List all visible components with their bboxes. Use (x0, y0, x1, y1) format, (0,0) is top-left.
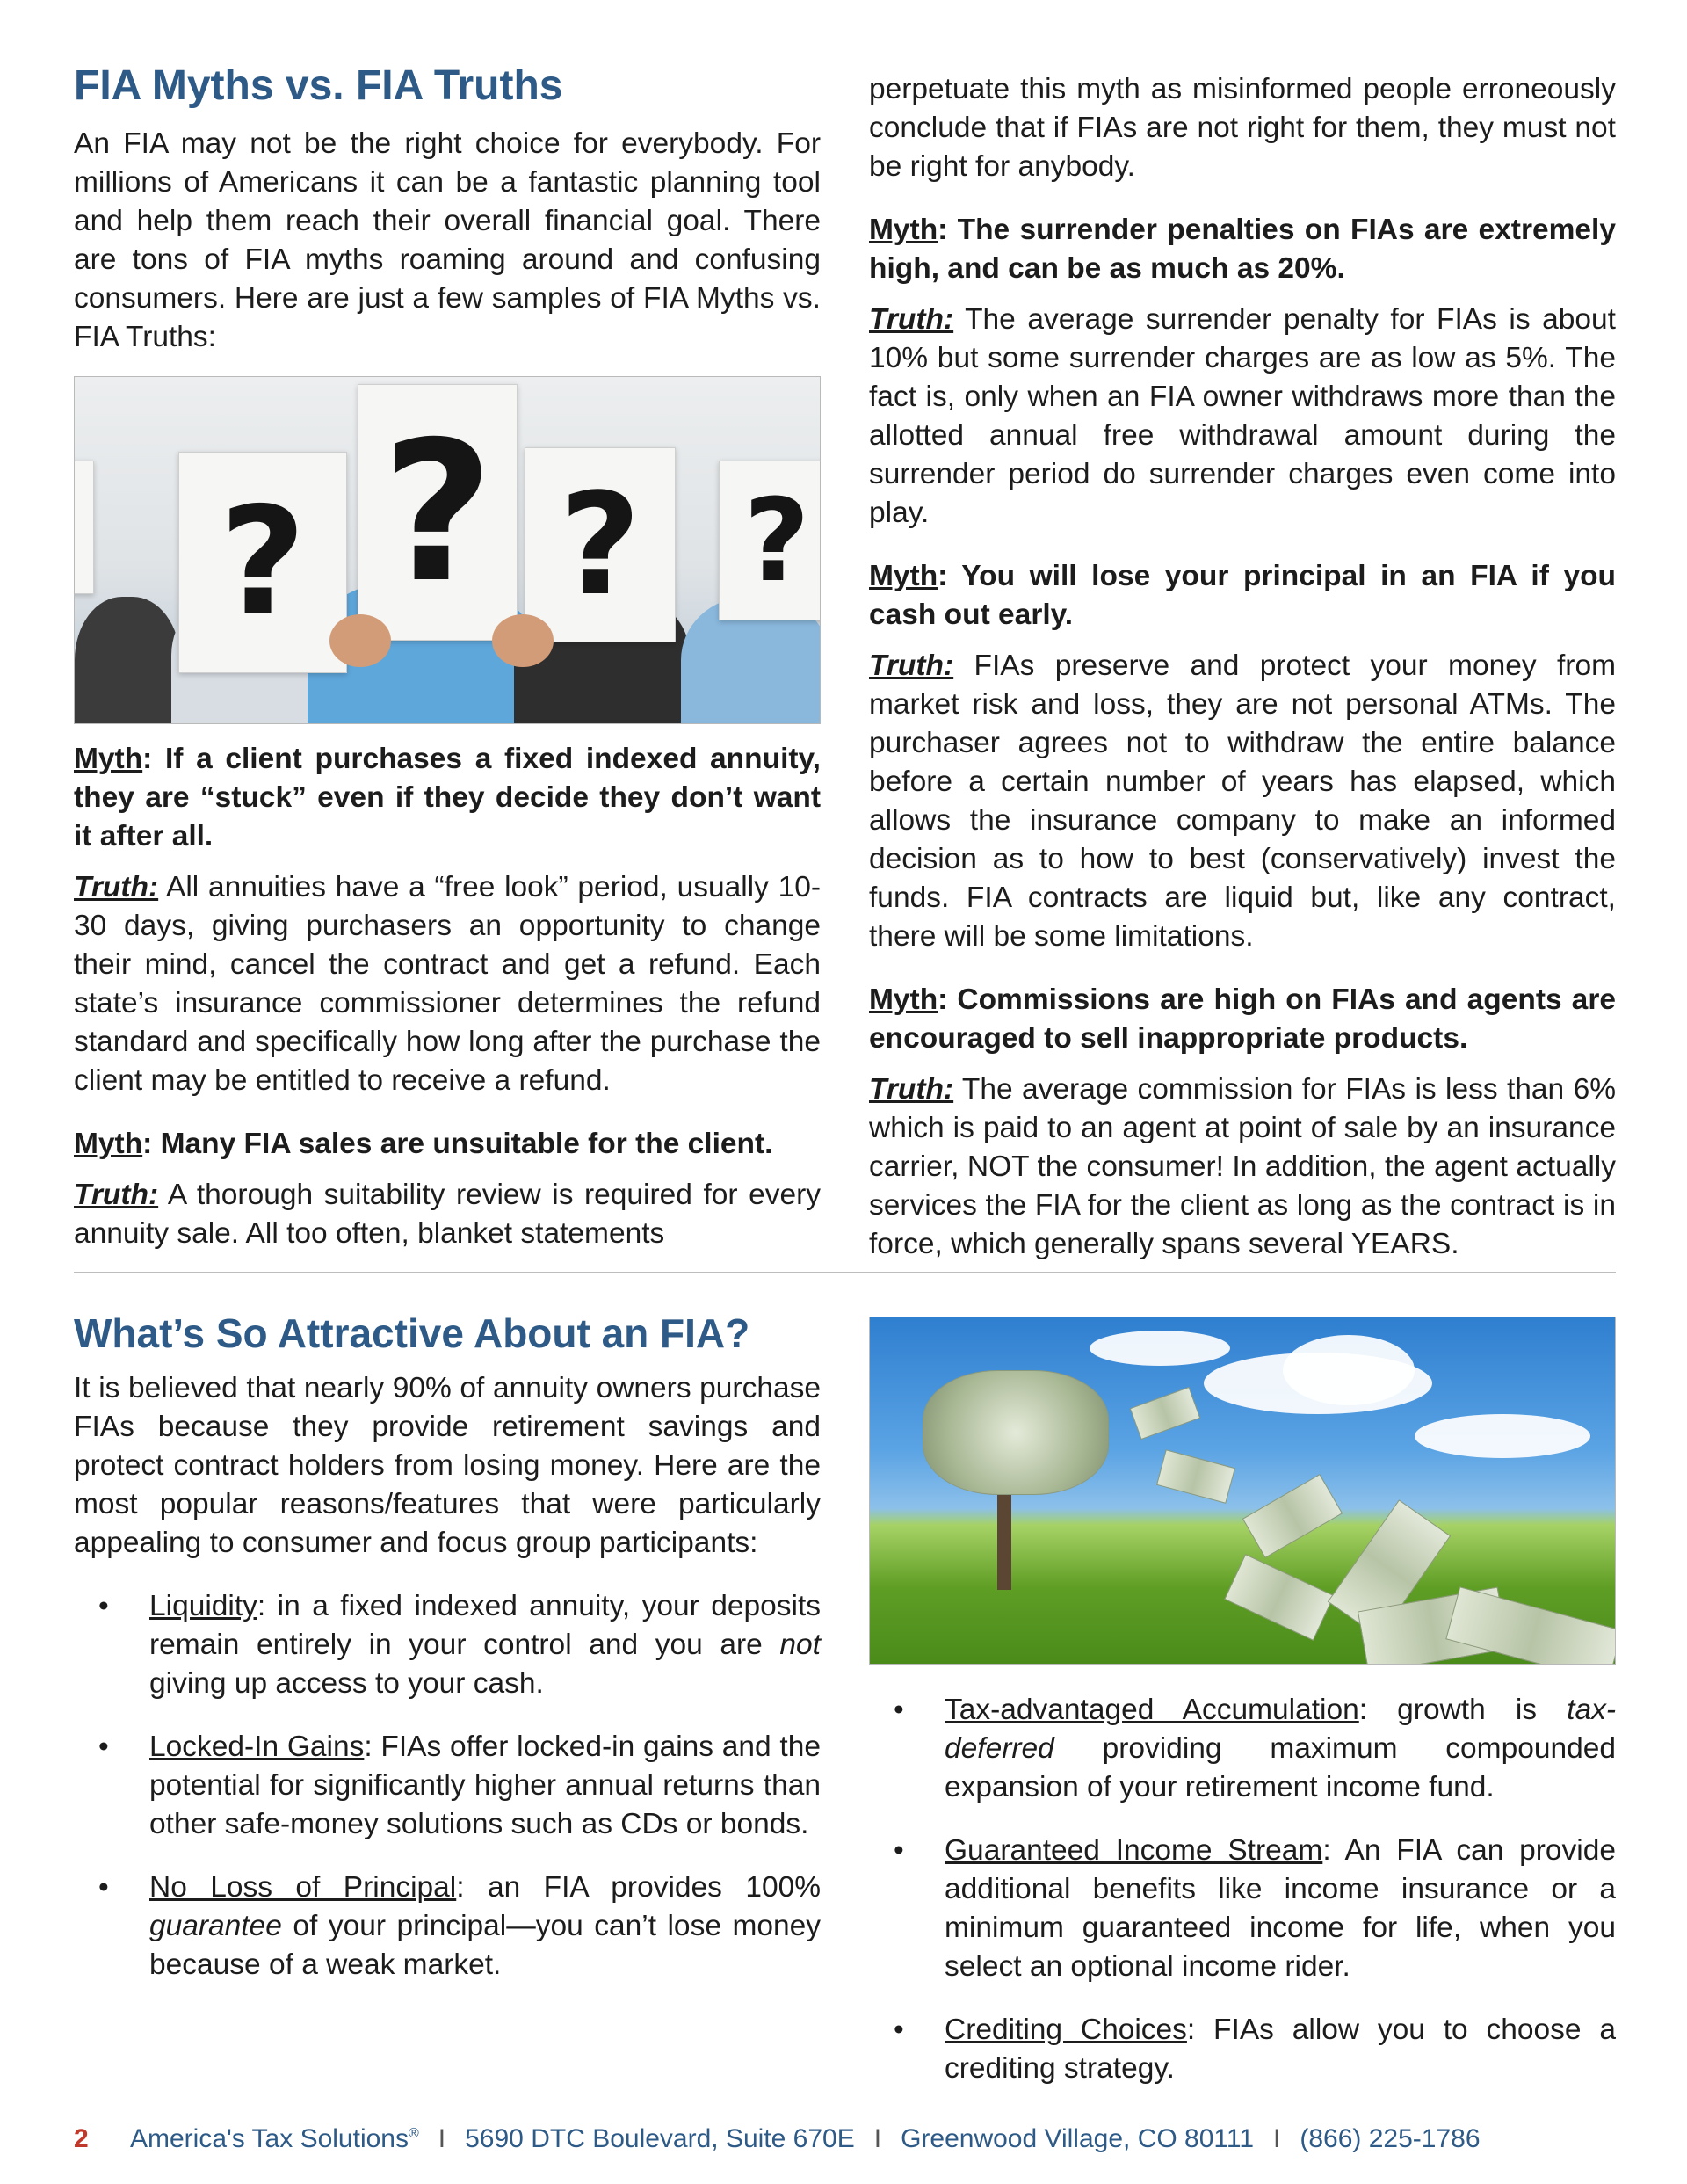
truth-3: Truth: The average surrender penalty for FIAs is about 10% but some surrender charges are as low as 5%. The fact is, only when an FIA owner withdraws more than the allotted annual free withdrawal amount during the surrender period do surrender charges even come into play. (869, 303, 1616, 529)
section-title-attractive: What’s So Attractive About an FIA? (74, 1310, 750, 1356)
feature-tax-advantaged: • Tax-advantaged Accumulation: growth is tax-deferred providing maximum compounded expansion of your retirement income fund. (894, 1694, 1616, 1803)
footer-separator: I (1273, 2124, 1281, 2153)
myth-5: Myth: Commissions are high on FIAs and agents are encouraged to sell inappropriate products. (869, 983, 1616, 1055)
page-footer (74, 2116, 1620, 2151)
feature-crediting-choices: • Crediting Choices: FIAs allow you to choose a crediting strategy. (894, 2013, 1616, 2085)
truth-2-continued: perpetuate this myth as misinformed people erroneously conclude that if FIAs are not right for them, they must not be right for anybody. (869, 73, 1616, 183)
footer-separator: I (438, 2124, 446, 2153)
myth-4: Myth: You will lose your principal in an FIA if you cash out early. (869, 560, 1616, 631)
myth-3: Myth: The surrender penalties on FIAs are extremely high, and can be as much as 20%. (869, 214, 1616, 285)
footer-separator: I (873, 2124, 882, 2153)
truth-2: Truth: A thorough suitability review is required for every annuity sale. All too often, blanket statements (74, 1179, 821, 1250)
footer-phone: (866) 225-1786 (1300, 2124, 1481, 2153)
truth-4: Truth: FIAs preserve and protect your money from market risk and loss, they are not personal ATMs. The purchaser agrees not to withdraw the entire balance before a certain number of years has elapsed, which allows the insurance company to make an informed decision as to how to best (conservatively) invest the funds. FIA contracts are liquid but, like any contract, there will be some limitations. (869, 649, 1616, 953)
page-number: 2 (74, 2124, 89, 2153)
attractive-intro: It is believed that nearly 90% of annuity owners purchase FIAs because they provide retirement savings and protect contract holders from losing money. Here are the most popular reasons/features that were particularly appealing to consumer and focus group participants: (74, 1372, 821, 1559)
left-column-bottom (74, 1308, 821, 1984)
feature-liquidity: • Liquidity: in a fixed indexed annuity, your deposits remain entirely in your control and you are not giving up access to your cash. (98, 1590, 821, 1700)
myth-2: Myth: Many FIA sales are unsuitable for the client. (74, 1128, 773, 1160)
feature-locked-in-gains: • Locked-In Gains: FIAs offer locked-in gains and the potential for significantly higher annual returns than other safe-money solutions such as CDs or bonds. (98, 1731, 821, 1840)
feature-guaranteed-income: • Guaranteed Income Stream: An FIA can provide additional benefits like income insurance or a minimum guaranteed income for life, when you select an optional income rider. (894, 1834, 1616, 1983)
feature-list-left (74, 1587, 821, 1984)
intro-paragraph: An FIA may not be the right choice for everybody. For millions of Americans it can be a fantastic planning tool and help them reach their overall financial goal. There are tons of FIA myths roaming around and confusing consumers. Here are just a few samples of FIA Myths vs. FIA Truths: (74, 127, 821, 353)
footer-company: America's Tax Solutions® (130, 2124, 419, 2153)
question-mark-card: ? (178, 452, 347, 673)
question-mark-card: ? (719, 461, 821, 620)
truth-5: Truth: The average commission for FIAs is less than 6% which is paid to an agent at point of sale by an insurance carrier, NOT the consumer! In addition, the agent actually services the FIA for the client as long as the contract is in force, which generally spans several YEARS. (869, 1073, 1616, 1260)
money-tree-photo (869, 1317, 1616, 1665)
question-marks-photo (74, 376, 821, 724)
left-column-top (74, 60, 821, 1253)
footer-city: Greenwood Village, CO 80111 (901, 2124, 1255, 2153)
feature-no-loss-of-principal: • No Loss of Principal: an FIA provides 100% guarantee of your principal—you can’t lose money because of a weak market. (98, 1871, 822, 1981)
right-column-bottom (869, 1317, 1616, 2088)
truth-1: Truth: All annuities have a “free look” period, usually 10-30 days, giving purchasers an opportunity to change their mind, cancel the contract and get a refund. Each state’s insurance commissioner determines the refund standard and specifically how long after the purchase the client may be entitled to receive a refund. (74, 871, 821, 1097)
section-divider (74, 1272, 1616, 1273)
section-title-myths: FIA Myths vs. FIA Truths (74, 62, 563, 109)
feature-list-right (869, 1691, 1616, 2088)
question-mark-card: ? (525, 447, 676, 642)
myth-1: Myth: If a client purchases a fixed indexed annuity, they are “stuck” even if they decide they don’t want it after all. (74, 743, 821, 853)
right-column-top (869, 70, 1616, 1264)
question-mark-card: ? (358, 384, 518, 641)
footer-address: 5690 DTC Boulevard, Suite 670E (465, 2124, 855, 2153)
